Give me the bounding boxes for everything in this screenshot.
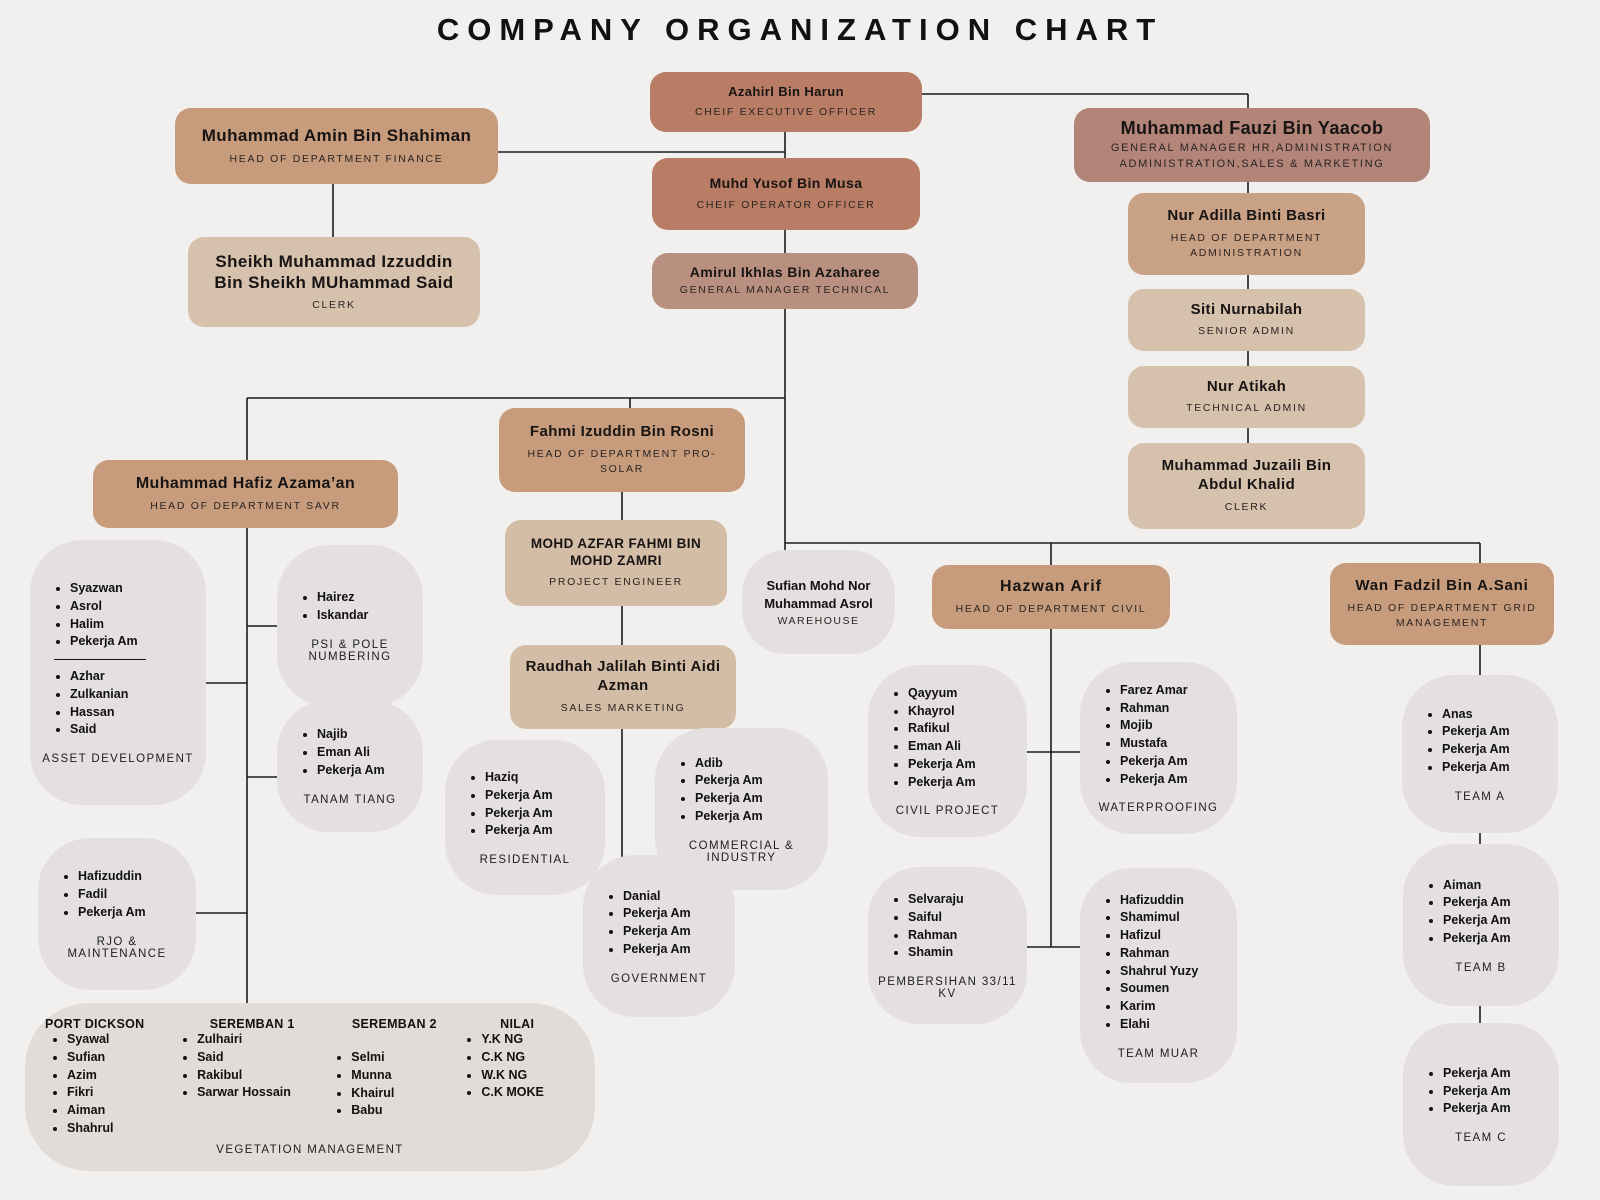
org-node-prosolar-hod — [499, 408, 745, 492]
member-item: • Hassan — [70, 704, 196, 722]
member-list — [593, 888, 725, 959]
member-item: • Fikri — [67, 1084, 175, 1102]
member-item: • Zulhairi — [197, 1031, 329, 1049]
member-item: • Selmi — [351, 1049, 459, 1067]
member-item: • Syawal — [67, 1031, 175, 1049]
team-blob-team-c — [1403, 1023, 1559, 1186]
member-item: • Pekerja Am — [623, 941, 725, 959]
member-item: • Khairul — [351, 1085, 459, 1103]
org-node-warehouse — [742, 550, 895, 654]
member-item: • Pekerja Am — [1120, 771, 1227, 789]
member-list — [878, 891, 1017, 962]
person-role: HEAD OF DEPARTMENT SAVR — [150, 499, 341, 512]
org-node-ceo — [650, 72, 922, 132]
member-item: • Aiman — [67, 1102, 175, 1120]
person-name: Sufian Mohd Nor Muhammad Asrol — [764, 577, 873, 611]
member-list — [1090, 682, 1227, 789]
member-list — [455, 769, 595, 840]
person-name: Hazwan Arif — [1000, 577, 1102, 595]
member-item: • Shamimul — [1120, 909, 1227, 927]
member-item: • Shamin — [908, 944, 1017, 962]
group-heading: PORT DICKSON — [45, 1017, 145, 1031]
team-label: TEAM MUAR — [1117, 1047, 1200, 1060]
person-role: GENERAL MANAGER HR,ADMINISTRATION ADMINISTRATION,SALES & MARKETING — [1110, 142, 1394, 171]
member-item: • Hafizuddin — [78, 868, 186, 886]
group-heading: SEREMBAN 1 — [209, 1017, 295, 1031]
person-name: Raudhah Jalilah Binti Aidi Azman — [525, 658, 721, 694]
member-item: • Pekerja Am — [1443, 1100, 1549, 1118]
team-label: PEMBERSIHAN 33/11 KV — [878, 976, 1017, 1000]
team-label: RESIDENTIAL — [479, 854, 571, 866]
member-item: • Azim — [67, 1067, 175, 1085]
member-list — [459, 1031, 575, 1102]
person-role: CLERK — [1224, 500, 1269, 513]
member-item: • Anas — [1442, 706, 1548, 724]
member-item: • Pekerja Am — [695, 772, 818, 790]
org-node-coo — [652, 158, 920, 230]
member-item: • Karim — [1120, 998, 1227, 1016]
member-item: • Syazwan — [70, 580, 196, 598]
member-list — [1413, 1065, 1549, 1118]
member-item: • Pekerja Am — [1443, 912, 1549, 930]
member-item: • Pekerja Am — [623, 905, 725, 923]
vegetation-columns — [45, 1017, 575, 1138]
org-node-admin-hod — [1128, 193, 1365, 275]
person-role: HEAD OF DEPARTMENT FINANCE — [229, 152, 444, 165]
member-item: • Rahman — [1120, 700, 1227, 718]
member-item: • Pekerja Am — [485, 787, 595, 805]
team-blob-team-muar — [1080, 868, 1237, 1083]
org-node-sales-marketing — [510, 645, 736, 729]
member-list — [45, 1031, 175, 1138]
person-role: CHEIF EXECUTIVE OFFICER — [694, 106, 878, 119]
team-blob-rjo-maintenance — [38, 838, 196, 990]
member-item: • Rafikul — [908, 720, 1017, 738]
team-label: PSI & POLE NUMBERING — [308, 638, 392, 663]
member-item: • Rahman — [908, 927, 1017, 945]
person-role: CLERK — [312, 299, 356, 312]
member-item: • Qayyum — [908, 685, 1017, 703]
member-item: • Sufian — [67, 1049, 175, 1067]
member-item: • Pekerja Am — [78, 904, 186, 922]
team-label: TEAM C — [1455, 1132, 1507, 1145]
member-item: • Pekerja Am — [623, 923, 725, 941]
member-list — [287, 726, 413, 779]
member-list — [1413, 877, 1549, 948]
member-item: • Fadil — [78, 886, 186, 904]
team-label: TEAM A — [1454, 790, 1506, 803]
team-blob-waterproofing — [1080, 662, 1237, 834]
member-item: • Babu — [351, 1102, 459, 1120]
member-list — [287, 589, 413, 625]
member-list — [1412, 706, 1548, 777]
person-role: SENIOR ADMIN — [1198, 325, 1295, 338]
member-item: • Elahi — [1120, 1016, 1227, 1034]
member-item: • Pekerja Am — [1443, 1065, 1549, 1083]
org-node-gm-technical — [652, 253, 918, 309]
person-role: HEAD OF DEPARTMENT GRID MANAGEMENT — [1347, 601, 1537, 629]
member-item: • Azhar — [70, 668, 196, 686]
member-item: • Mojib — [1120, 717, 1227, 735]
team-blob-civil-project — [868, 665, 1027, 837]
org-node-finance-clerk — [188, 237, 480, 327]
person-name: Nur Atikah — [1206, 377, 1287, 395]
org-node-technical-admin — [1128, 366, 1365, 428]
person-name: Sheikh Muhammad Izzuddin Bin Sheikh MUhammad Said — [214, 251, 454, 292]
member-list — [48, 868, 186, 921]
member-item: • Pekerja Am — [908, 774, 1017, 792]
member-item: • Saiful — [908, 909, 1017, 927]
team-blob-tanam-tiang — [277, 700, 423, 832]
member-item: • Rahman — [1120, 945, 1227, 963]
person-role: CHEIF OPERATOR OFFICER — [696, 198, 876, 211]
team-blob-residential — [445, 740, 605, 895]
member-item: • Hairez — [317, 589, 413, 607]
team-label: TEAM B — [1455, 961, 1507, 974]
group-heading: SEREMBAN 2 — [351, 1017, 437, 1031]
team-label: CIVIL PROJECT — [895, 805, 1000, 818]
member-item: • Pekerja Am — [1442, 759, 1548, 777]
member-item: • Soumen — [1120, 980, 1227, 998]
team-blob-asset-development — [30, 540, 206, 805]
member-item: • Khayrol — [908, 703, 1017, 721]
member-item: • Pekerja Am — [1443, 930, 1549, 948]
vegetation-column-port-dickson — [45, 1017, 175, 1138]
member-item: • W.K NG — [481, 1067, 575, 1085]
member-item: • Hafizuddin — [1120, 892, 1227, 910]
member-list — [40, 580, 196, 651]
person-name: Amirul Ikhlas Bin Azaharee — [689, 263, 881, 280]
member-item: • Eman Ali — [317, 744, 413, 762]
person-name: Siti Nurnabilah — [1190, 300, 1303, 318]
member-item: • Mustafa — [1120, 735, 1227, 753]
person-name: Fahmi Izuddin Bin Rosni — [529, 422, 715, 440]
person-name: MOHD AZFAR FAHMI BIN MOHD ZAMRI — [530, 536, 702, 568]
member-item: • Pekerja Am — [1442, 723, 1548, 741]
person-name: Muhd Yusof Bin Musa — [709, 175, 863, 192]
org-node-grid-hod — [1330, 563, 1554, 645]
vegetation-column-nilai — [459, 1017, 575, 1138]
member-item: • C.K NG — [481, 1049, 575, 1067]
org-node-civil-hod — [932, 565, 1170, 629]
person-name: Muhammad Juzaili Bin Abdul Khalid — [1161, 457, 1332, 493]
person-name: Nur Adilla Binti Basri — [1167, 206, 1326, 224]
person-role: HEAD OF DEPARTMENT PRO-SOLAR — [527, 447, 717, 475]
team-label: VEGETATION MANAGEMENT — [216, 1143, 404, 1156]
member-list — [329, 1049, 459, 1120]
member-item: • Rakibul — [197, 1067, 329, 1085]
team-label: ASSET DEVELOPMENT — [42, 753, 194, 765]
member-item: • Asrol — [70, 598, 196, 616]
person-name: Muhammad Fauzi Bin Yaacob — [1120, 117, 1384, 138]
member-item: • Said — [70, 721, 196, 739]
member-item: • Pekerja Am — [70, 633, 196, 651]
member-item: • C.K MOKE — [481, 1084, 575, 1102]
team-label: COMMERCIAL & INDUSTRY — [688, 839, 795, 864]
group-heading: NILAI — [500, 1017, 535, 1031]
org-node-senior-admin — [1128, 289, 1365, 351]
member-item: • Iskandar — [317, 607, 413, 625]
person-name: Wan Fadzil Bin A.Sani — [1355, 576, 1529, 594]
team-blob-psi-pole-numbering — [277, 545, 423, 707]
member-item: • Pekerja Am — [695, 808, 818, 826]
person-name: Azahirl Bin Harun — [728, 83, 844, 99]
org-node-project-engineer — [505, 520, 727, 606]
member-item: • Shahrul — [67, 1120, 175, 1138]
member-item: • Eman Ali — [908, 738, 1017, 756]
team-blob-government — [583, 855, 735, 1017]
member-item: • Munna — [351, 1067, 459, 1085]
team-blob-vegetation-management — [25, 1003, 595, 1171]
page-title: COMPANY ORGANIZATION CHART — [436, 12, 1164, 47]
person-role: PROJECT ENGINEER — [549, 575, 683, 588]
member-item: • Danial — [623, 888, 725, 906]
member-item: • Pekerja Am — [485, 822, 595, 840]
person-role: HEAD OF DEPARTMENT CIVIL — [955, 602, 1147, 615]
person-name: Muhammad Amin Bin Shahiman — [201, 126, 472, 146]
team-label: GOVERNMENT — [610, 972, 708, 985]
member-list — [665, 755, 818, 826]
member-item: • Pekerja Am — [1120, 753, 1227, 771]
team-label: WATERPROOFING — [1098, 802, 1219, 815]
vegetation-column-seremban-1 — [175, 1017, 329, 1138]
member-item: • Said — [197, 1049, 329, 1067]
member-list — [40, 668, 196, 739]
member-item: • Pekerja Am — [317, 762, 413, 780]
person-role: HEAD OF DEPARTMENT ADMINISTRATION — [1170, 231, 1323, 259]
member-item: • Zulkanian — [70, 686, 196, 704]
team-blob-pembersihan-33-11-kv — [868, 867, 1027, 1024]
member-item: • Pekerja Am — [485, 805, 595, 823]
org-node-savr-hod — [93, 460, 398, 528]
member-item: • Farez Amar — [1120, 682, 1227, 700]
member-item: • Najib — [317, 726, 413, 744]
member-item: • Hafizul — [1120, 927, 1227, 945]
person-role: WAREHOUSE — [777, 615, 860, 628]
vegetation-column-seremban-2 — [329, 1017, 459, 1138]
member-item: • Pekerja Am — [1443, 1083, 1549, 1101]
member-item: • Shahrul Yuzy — [1120, 963, 1227, 981]
member-item: • Pekerja Am — [1443, 894, 1549, 912]
member-item: • Haziq — [485, 769, 595, 787]
person-role: GENERAL MANAGER TECHNICAL — [679, 284, 891, 297]
member-item: • Adib — [695, 755, 818, 773]
member-item: • Halim — [70, 616, 196, 634]
person-role: SALES MARKETING — [560, 701, 686, 714]
org-node-finance-hod — [175, 108, 498, 184]
member-list — [175, 1031, 329, 1102]
person-role: TECHNICAL ADMIN — [1186, 402, 1307, 415]
member-item: • Pekerja Am — [908, 756, 1017, 774]
member-list — [878, 685, 1017, 792]
member-item: • Pekerja Am — [1442, 741, 1548, 759]
member-list — [1090, 892, 1227, 1034]
org-node-gm-hr — [1074, 108, 1430, 182]
member-item: • Sarwar Hossain — [197, 1084, 329, 1102]
team-blob-team-a — [1402, 675, 1558, 833]
member-item: • Selvaraju — [908, 891, 1017, 909]
team-blob-team-b — [1403, 844, 1559, 1006]
member-item: • Y.K NG — [481, 1031, 575, 1049]
team-label: TANAM TIANG — [303, 793, 397, 806]
member-item: • Pekerja Am — [695, 790, 818, 808]
org-node-admin-clerk — [1128, 443, 1365, 529]
team-label: RJO & MAINTENANCE — [67, 935, 167, 960]
person-name: Muhammad Hafiz Azama’an — [135, 474, 356, 492]
member-item: • Aiman — [1443, 877, 1549, 895]
list-divider — [54, 659, 146, 660]
